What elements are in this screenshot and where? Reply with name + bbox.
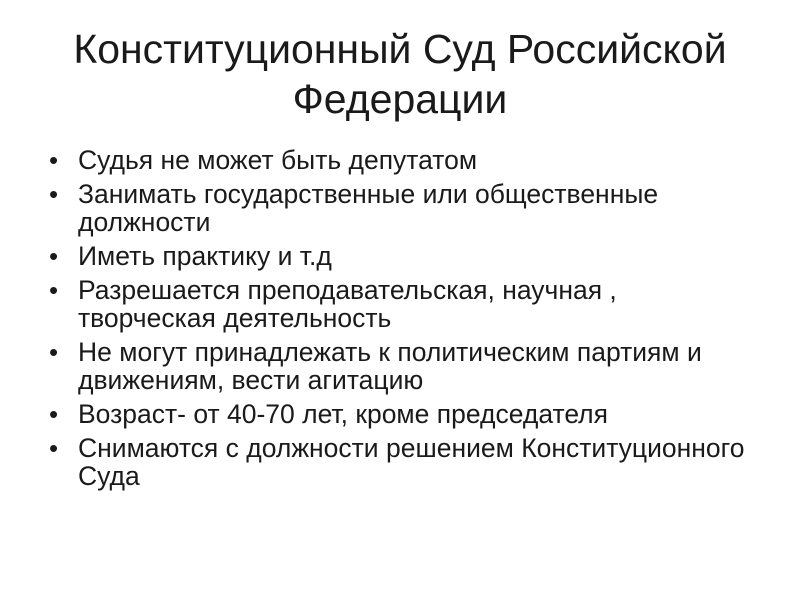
bullet-item (45, 400, 755, 428)
bullet-text: Снимаются с должности решением Конституционного Суда (78, 433, 745, 491)
bullet-item (45, 180, 755, 236)
slide-title: Конституционный Суд Российской Федерации (73, 26, 727, 122)
bullet-item (45, 434, 755, 490)
bullet-icon: • (49, 275, 59, 305)
bullet-item (45, 146, 755, 174)
bullet-icon: • (49, 145, 59, 175)
bullet-text: Разрешается преподавательская, научная , творческая деятельность (78, 275, 617, 333)
bullet-text: Не могут принадлежать к политическим партиям и движениям, вести агитацию (78, 337, 702, 395)
bullet-text: Иметь практику и т.д (78, 241, 332, 271)
bullet-item (45, 338, 755, 394)
bullet-text: Возраст- от 40-70 лет, кроме председателя (78, 399, 608, 429)
bullet-item (45, 276, 755, 332)
bullet-list (45, 146, 755, 496)
bullet-icon: • (49, 399, 59, 429)
bullet-icon: • (49, 241, 59, 271)
bullet-icon: • (49, 179, 59, 209)
bullet-text: Занимать государственные или общественные должности (78, 179, 659, 237)
bullet-icon: • (49, 337, 59, 367)
bullet-icon: • (49, 433, 59, 463)
bullet-text: Судья не может быть депутатом (78, 145, 478, 175)
bullet-item (45, 242, 755, 270)
